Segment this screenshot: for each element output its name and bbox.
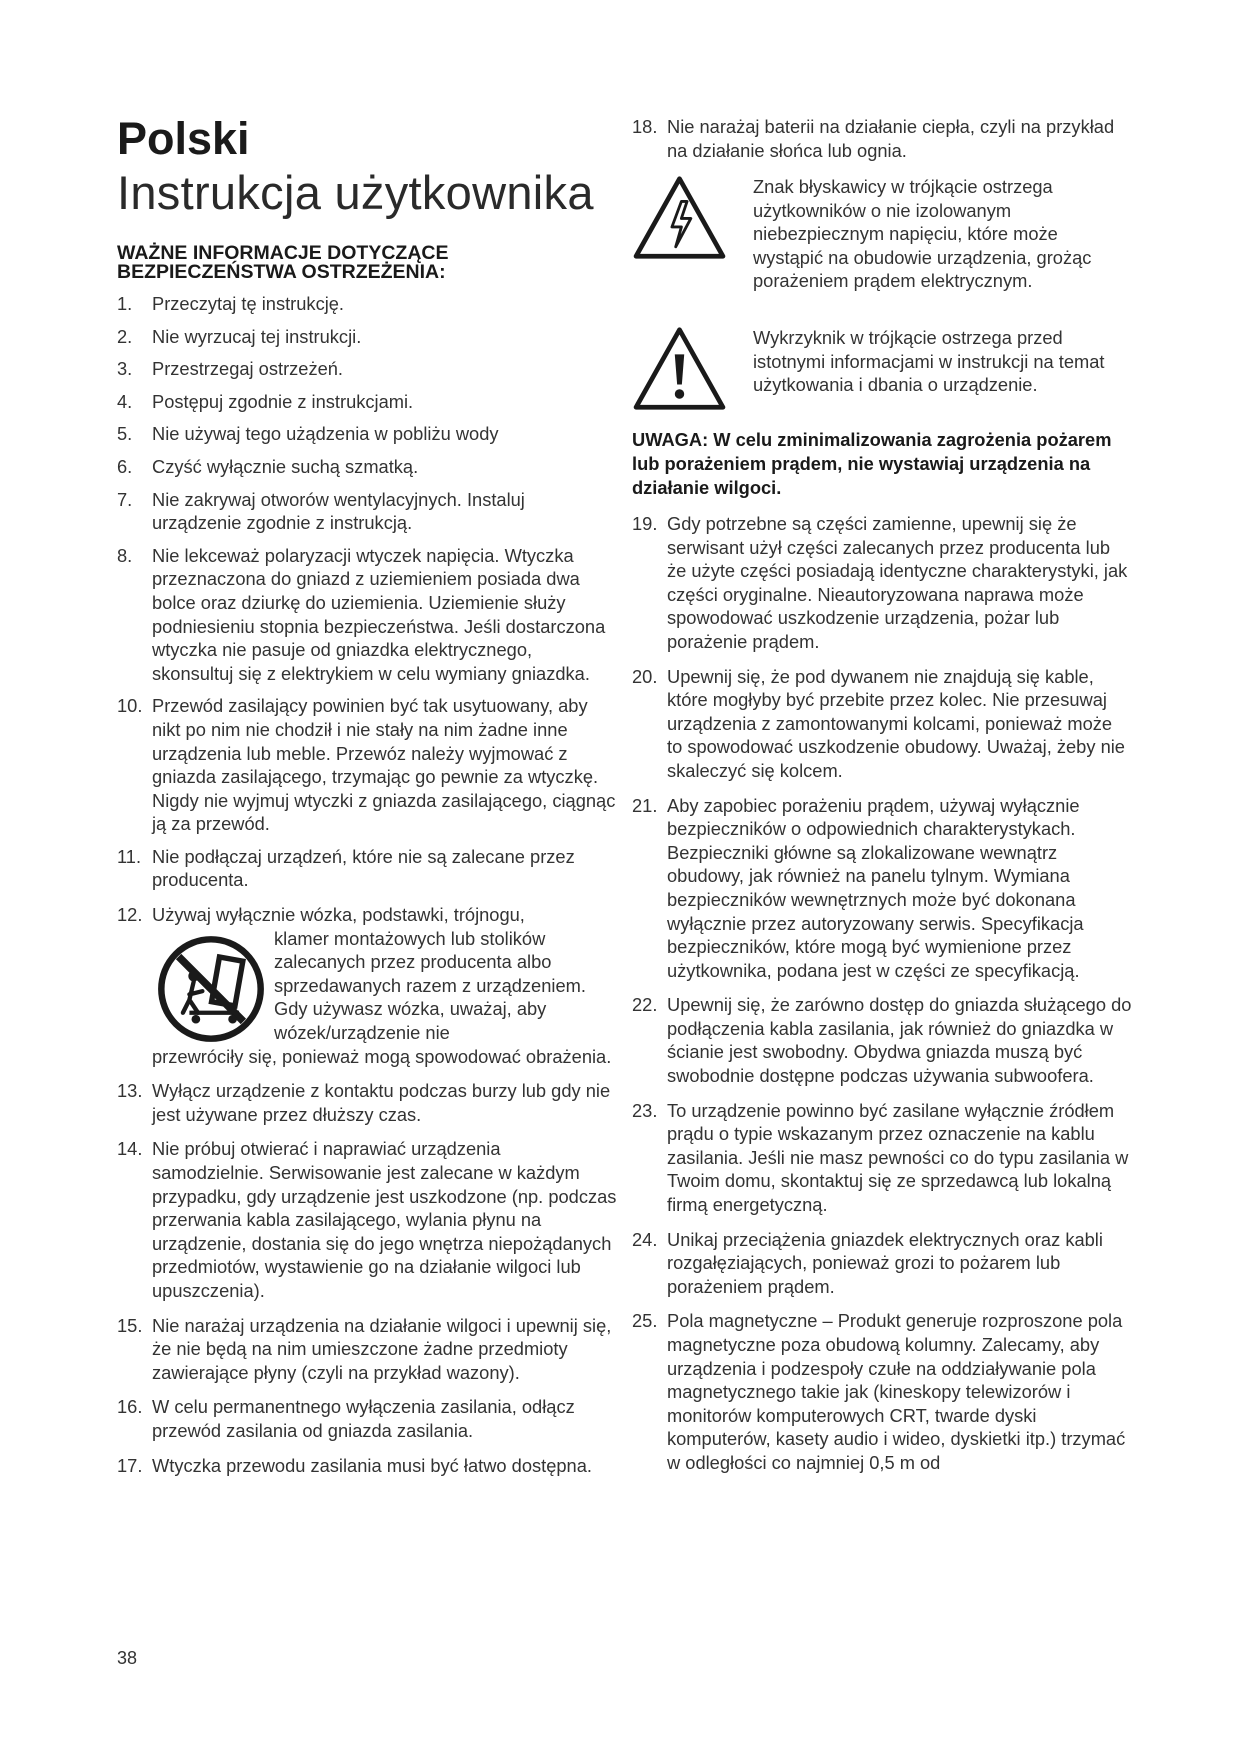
item-text: Wtyczka przewodu zasilania musi być łatwo dostępna.: [152, 1454, 592, 1476]
item-text: Nie narażaj urządzenia na działanie wilgoci i upewnij się, że nie będą na nim umieszczone żadne przedmioty zawierające płyny (czyli na przykład wazony).: [152, 1314, 612, 1383]
lightning-warning-text: Znak błyskawicy w trójkącie ostrzega użytkowników o nie izolowanym niebezpiecznym napięciu, które może wystąpić na obudowie urządzenia, grożąc porażeniem prądem elektrycznym.: [753, 176, 1092, 292]
item-number: 21.: [632, 794, 658, 816]
item-number: 17.: [117, 1454, 143, 1476]
item-number: 11.: [117, 845, 142, 867]
item-text: Nie podłączaj urządzeń, które nie są zalecane przez producenta.: [152, 845, 575, 891]
list-item-12: [117, 903, 617, 1068]
item-12-tail: przewróciły się, ponieważ mogą spowodować obrażenia.: [152, 1045, 612, 1067]
list-item-23: [632, 1099, 1132, 1217]
list-item-4: [117, 390, 617, 414]
list-item-14: [117, 1137, 617, 1302]
list-item-13: [117, 1079, 617, 1126]
left-instructions-list: [117, 292, 617, 1477]
list-item-5: [117, 422, 617, 446]
language-heading: Polski: [117, 113, 250, 164]
list-item-21: [632, 794, 1132, 983]
list-item-17: [117, 1454, 617, 1478]
item-text: Przeczytaj tę instrukcję.: [152, 293, 345, 314]
item-12-wrap-block: [117, 927, 617, 1045]
item-text: W celu permanentnego wyłączenia zasilania, odłącz przewód zasilania od gniazda zasilania.: [152, 1396, 575, 1441]
list-item-1: [117, 292, 617, 316]
item-text: Przestrzegaj ostrzeżeń.: [152, 358, 344, 380]
list-item-18: [632, 115, 1132, 162]
item-text: Gdy potrzebne są części zamienne, upewnij się że serwisant użył części zalecanych przez producenta lub że użyte części posiadają identyczne charakterystyki, jak części oryginalne. Nieautoryzowana naprawa może spowodować uszkodzenie urządzenia, pożar lub porażenie prądem.: [667, 513, 1128, 652]
item-number: 19.: [632, 513, 658, 534]
item-number: 15.: [117, 1314, 143, 1336]
item-text: Czyść wyłącznie suchą szmatką.: [152, 455, 419, 477]
safety-heading-line1: WAŻNE INFORMACJE DOTYCZĄCE: [117, 242, 449, 264]
item-text: Nie lekceważ polaryzacji wtyczek napięcia. Wtyczka przeznaczona do gniazd z uziemieniem posiada dwa bolce oraz dziurkę do uziemienia. Uziemienie służy podniesieniu stopnia bezpieczeństwa. Jeśli dostarczona wtyczka nie pasuje od gniazdka elektrycznego, skonsultuj się z elektrykiem w celu wymiany gniazdka.: [152, 544, 606, 684]
item-text: Pola magnetyczne – Produkt generuje rozproszone pola magnetyczne poza obudową kolumny. Zalecamy, aby urządzenia i podzespoły czułe na oddziaływanie pola magnetycznego takie jak (kineskopy telewizorów i monitorów komputerowych CRT, twarde dyski komputerów, kasety audio i wideo, dyskietki itp.) trzymać w odległości co najmniej 0,5 m od: [667, 1310, 1126, 1473]
list-item-2: [117, 325, 617, 349]
list-item-8: [117, 544, 617, 686]
list-item-15: [117, 1314, 617, 1385]
list-item-25: [632, 1309, 1132, 1474]
item-number: 22.: [632, 994, 658, 1016]
list-item-11: [117, 845, 617, 892]
exclamation-warning-icon: [632, 326, 727, 411]
list-item-20: [632, 665, 1132, 783]
item-number: 6.: [117, 455, 133, 477]
item-text: Upewnij się, że pod dywanem nie znajdują się kable, które mogłyby być przebite przez kolec. Nie przesuwaj urządzenia z zamontowanymi kolcami, ponieważ może to spowodować uszkodzenie obudowy. Uważaj, żeby nie skaleczyć się kolcem.: [667, 665, 1125, 781]
item-number: 5.: [117, 423, 133, 445]
cart-tip-over-icon: [157, 935, 265, 1043]
item-number: 10.: [117, 695, 143, 717]
safety-heading: [117, 244, 617, 282]
item-number: 14.: [117, 1138, 143, 1160]
item-number: 13.: [117, 1080, 143, 1102]
item-text: Aby zapobiec porażeniu prądem, używaj wyłącznie bezpieczników o odpowiednich charakterystykach. Bezpieczniki główne są zlokalizowane wewnątrz obudowy, jak również na panelu tylnym. Wymiana bezpieczników wewnętrznych może być dokonana wyłącznie przez autoryzowany serwis. Specyfikacja bezpieczników, które mogą być wymienione przez użytkownika, podana jest w części ze specyfikacją.: [667, 794, 1084, 981]
item-number: 7.: [117, 488, 133, 510]
exclamation-warning-text: Wykrzyknik w trójkącie ostrzega przed istotnymi informacjami w instrukcji na temat użytkowania i dbania o urządzenie.: [753, 327, 1105, 396]
item-number: 8.: [117, 544, 133, 566]
list-item-10: [117, 694, 617, 836]
item-number: 16.: [117, 1396, 143, 1418]
item-12-wrap-text: klamer montażowych lub stolików zalecanych przez producenta albo sprzedawanych razem z urządzeniem. Gdy używasz wózka, uważaj, aby wózek/urządzenie nie: [274, 927, 586, 1044]
item-text: Unikaj przeciążenia gniazdek elektrycznych oraz kabli rozgałęziających, ponieważ grozi to pożarem lub porażeniem prądem.: [667, 1228, 1103, 1297]
lightning-warning-icon: [632, 175, 727, 260]
item-12-top-line: Używaj wyłącznie wózka, podstawki, trójnogu,: [152, 904, 525, 926]
item-number: 3.: [117, 358, 133, 380]
item-number: 20.: [632, 665, 658, 687]
item-number: 2.: [117, 325, 133, 347]
list-item-22: [632, 993, 1132, 1087]
item-number: 23.: [632, 1099, 658, 1121]
item-text: Upewnij się, że zarówno dostęp do gniazda służącego do podłączenia kabla zasilania, jak również do gniazdka w ścianie jest swobodny. Obydwa gniazda muszą być swobodnie dostępne podczas używania subwoofera.: [667, 994, 1132, 1087]
page-number: 38: [117, 1648, 138, 1668]
list-item-16: [117, 1395, 617, 1442]
item-text: Przewód zasilający powinien być tak usytuowany, aby nikt po nim nie chodził i nie stały na nim żadne inne urządzenia lub meble. Przewóz należy wyjmować z gniazda zasilającego, trzymając go pewnie za wtyczkę. Nigdy nie wyjmuj wtyczki z gniazda zasilającego, ciągnąc ją za przewód.: [152, 695, 616, 835]
item-number: 12.: [117, 904, 143, 926]
item-number: 1.: [117, 293, 133, 314]
safety-heading-line2: BEZPIECZEŃSTWA OSTRZEŻENIA:: [117, 261, 446, 283]
list-item-24: [632, 1228, 1132, 1299]
item-number: 24.: [632, 1228, 658, 1250]
item-number: 18.: [632, 116, 658, 137]
item-text: Nie próbuj otwierać i naprawiać urządzenia samodzielnie. Serwisowanie jest zalecane w każdym przypadku, gdy urządzenie jest uszkodzone (np. podczas przerwania kabla zasilającego, wylania płynu na urządzenie, dostania się do jego wnętrza niepożądanych przedmiotów, wystawienie go na działanie wilgoci lub upuszczenia).: [152, 1138, 617, 1301]
item-number: 25.: [632, 1310, 658, 1332]
right-instructions-list: [632, 512, 1132, 1475]
page-title: Instrukcja użytkownika: [117, 166, 594, 219]
item-text: Nie zakrywaj otworów wentylacyjnych. Instaluj urządzenie zgodnie z instrukcją.: [152, 488, 525, 534]
item-text: Nie wyrzucaj tej instrukcji.: [152, 325, 362, 347]
list-item-19: [632, 512, 1132, 654]
list-item-6: [117, 455, 617, 479]
item-number: 4.: [117, 390, 133, 412]
moisture-caution: UWAGA: W celu zminimalizowania zagrożenia pożarem lub porażeniem prądem, nie wystawiaj urządzenia na działanie wilgoci.: [632, 429, 1112, 498]
list-item-7: [117, 488, 617, 535]
item-text: Nie używaj tego użądzenia w pobliżu wody: [152, 423, 499, 445]
item-text: Nie narażaj baterii na działanie ciepła, czyli na przykład na działanie słońca lub ognia.: [667, 116, 1115, 161]
item-text: To urządzenie powinno być zasilane wyłącznie źródłem prądu o typie wskazanym przez oznaczenie na kablu zasilania. Jeśli nie masz pewności co do typu zasilania w Twoim domu, skontaktuj się ze sprzedawcą lub lokalną firmą energetyczną.: [667, 1099, 1129, 1216]
item-18-block: [632, 115, 1132, 162]
item-text: Postępuj zgodnie z instrukcjami.: [152, 390, 414, 412]
list-item-3: [117, 357, 617, 381]
item-text: Wyłącz urządzenie z kontaktu podczas burzy lub gdy nie jest używane przez dłuższy czas.: [152, 1080, 611, 1125]
